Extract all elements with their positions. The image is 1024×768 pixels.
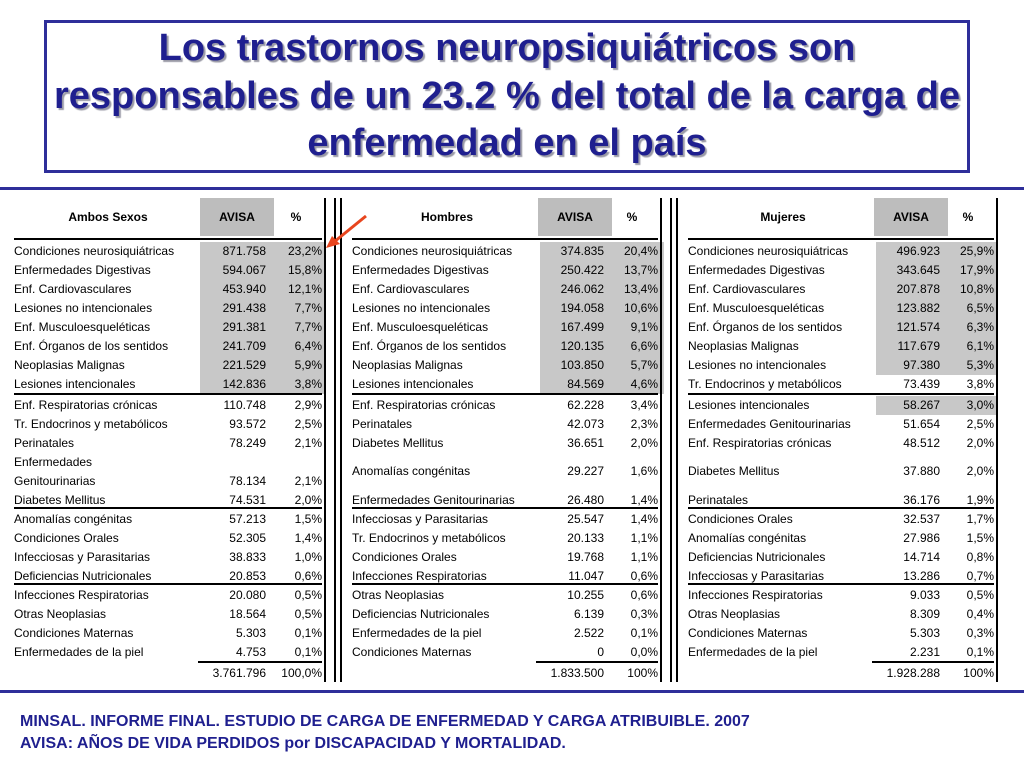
row-pct: 0,3%: [630, 607, 658, 621]
table-row: [0, 356, 1024, 375]
row-pct: 0,1%: [966, 645, 994, 659]
row-avisa: 5.303: [235, 626, 266, 640]
row-label: Otras Neoplasias: [14, 607, 107, 621]
table-divider: [670, 198, 672, 682]
row-avisa: 19.768: [567, 550, 604, 564]
row-avisa: 25.547: [567, 512, 604, 526]
row-label: Enf. Cardiovasculares: [688, 282, 806, 296]
row-pct: 0,1%: [294, 645, 322, 659]
row-avisa: 103.850: [560, 358, 604, 372]
row-avisa: 84.569: [567, 377, 604, 391]
row-avisa: 13.286: [903, 569, 940, 583]
row-label: Deficiencias Nutricionales: [352, 607, 490, 621]
table-row: [0, 261, 1024, 280]
row-pct: 10,6%: [623, 301, 658, 315]
row-avisa: 52.305: [229, 531, 266, 545]
header-avisa: AVISA: [538, 198, 612, 236]
row-label: Tr. Endocrinos y metabólicos: [688, 377, 842, 391]
row-label: Condiciones Maternas: [688, 626, 808, 640]
header-label: Hombres: [420, 210, 473, 224]
row-pct: 1,0%: [294, 550, 322, 564]
row-avisa: 29.227: [567, 464, 604, 478]
total-avisa: 3.761.796: [212, 666, 266, 680]
row-avisa: 20.853: [229, 569, 266, 583]
row-avisa: 78.249: [229, 436, 266, 450]
header-avisa: AVISA: [200, 198, 274, 236]
header-pct: %: [290, 210, 302, 224]
row-pct: 1,9%: [966, 493, 994, 507]
row-label: Condiciones neurosiquiátricas: [14, 244, 175, 258]
row-avisa: 207.878: [896, 282, 940, 296]
row-label: Enfermedades Digestivas: [688, 263, 825, 277]
table-right-rule: [996, 198, 998, 682]
row-pct: 2,1%: [294, 436, 322, 450]
table-row: [0, 548, 1024, 567]
table-row: [0, 337, 1024, 356]
row-label: Infecciones Respiratorias: [352, 569, 487, 583]
row-pct: 1,6%: [630, 464, 658, 478]
row-avisa: 20.133: [567, 531, 604, 545]
row-pct: 10,8%: [959, 282, 994, 296]
row-pct: 13,7%: [623, 263, 658, 277]
total-rule: [872, 661, 994, 663]
row-pct: 6,6%: [630, 339, 658, 353]
row-label: Enfermedades Digestivas: [14, 263, 151, 277]
row-avisa: 5.303: [909, 626, 940, 640]
header-rule: [14, 238, 322, 240]
row-avisa: 32.537: [903, 512, 940, 526]
row-pct: 0,6%: [630, 569, 658, 583]
row-avisa: 221.529: [222, 358, 266, 372]
row-label: Diabetes Mellitus: [352, 436, 444, 450]
row-label: Diabetes Mellitus: [688, 464, 780, 478]
row-avisa: 74.531: [229, 493, 266, 507]
row-pct: 20,4%: [623, 244, 658, 258]
row-label: Enf. Musculoesqueléticas: [688, 301, 825, 315]
footer-source: MINSAL. INFORME FINAL. ESTUDIO DE CARGA DE ENFERMEDAD Y CARGA ATRIBUIBLE. 2007: [20, 713, 750, 730]
row-avisa: 2.231: [909, 645, 940, 659]
row-label: Lesiones intencionales: [688, 398, 810, 412]
total-pct: 100%: [963, 666, 994, 680]
row-label: Infecciones Respiratorias: [688, 588, 823, 602]
table-row: [0, 624, 1024, 643]
row-pct: 0,4%: [966, 607, 994, 621]
row-label: Condiciones Orales: [14, 531, 119, 545]
table-row: [0, 434, 1024, 453]
row-avisa: 123.882: [896, 301, 940, 315]
row-avisa: 37.880: [903, 464, 940, 478]
row-avisa: 93.572: [229, 417, 266, 431]
row-pct: 9,1%: [630, 320, 658, 334]
row-pct: 13,4%: [623, 282, 658, 296]
row-label: Enf. Respiratorias crónicas: [14, 398, 158, 412]
row-pct: 0,1%: [294, 626, 322, 640]
row-pct: 2,0%: [966, 464, 994, 478]
row-avisa: 48.512: [903, 436, 940, 450]
row-pct: 1,7%: [966, 512, 994, 526]
row-label: Enf. Órganos de los sentidos: [352, 339, 507, 353]
row-label: Anomalías congénitas: [352, 464, 471, 478]
row-label: Enf. Cardiovasculares: [352, 282, 470, 296]
row-label: Enf. Musculoesqueléticas: [14, 320, 151, 334]
row-label: Tr. Endocrinos y metabólicos: [352, 531, 506, 545]
row-pct: 0,5%: [294, 588, 322, 602]
row-pct: 2,0%: [966, 436, 994, 450]
table-row: [0, 299, 1024, 318]
row-pct: 2,5%: [294, 417, 322, 431]
total-pct: 100,0%: [281, 666, 322, 680]
row-avisa: 36.651: [567, 436, 604, 450]
row-avisa: 241.709: [222, 339, 266, 353]
row-avisa: 18.564: [229, 607, 266, 621]
row-pct: 1,5%: [966, 531, 994, 545]
row-pct: 0,6%: [630, 588, 658, 602]
row-pct: 17,9%: [959, 263, 994, 277]
row-avisa: 453.940: [222, 282, 266, 296]
total-pct: 100%: [627, 666, 658, 680]
row-label: Genitourinarias: [14, 474, 96, 488]
row-avisa: 121.574: [896, 320, 940, 334]
row-label: Condiciones Maternas: [14, 626, 134, 640]
row-avisa: 9.033: [909, 588, 940, 602]
footer-avisa-definition: AVISA: AÑOS DE VIDA PERDIDOS por DISCAPACIDAD Y MORTALIDAD.: [20, 735, 566, 752]
row-avisa: 51.654: [903, 417, 940, 431]
row-pct: 2,0%: [294, 493, 322, 507]
row-label: Enfermedades Genitourinarias: [352, 493, 515, 507]
row-pct: 7,7%: [294, 320, 322, 334]
row-avisa: 73.439: [903, 377, 940, 391]
table-row: [0, 242, 1024, 261]
row-pct: 0,0%: [630, 645, 658, 659]
row-pct: 0,6%: [294, 569, 322, 583]
row-label: Infecciones Respiratorias: [14, 588, 149, 602]
row-avisa: 26.480: [567, 493, 604, 507]
row-pct: 0,5%: [294, 607, 322, 621]
header-pct: %: [962, 210, 974, 224]
row-avisa: 97.380: [903, 358, 940, 372]
group-rule: [688, 507, 994, 509]
row-label: Tr. Endocrinos y metabólicos: [14, 417, 168, 431]
row-avisa: 36.176: [903, 493, 940, 507]
row-pct: 12,1%: [287, 282, 322, 296]
row-avisa: 78.134: [229, 474, 266, 488]
row-avisa: 27.986: [903, 531, 940, 545]
row-label: Deficiencias Nutricionales: [14, 569, 152, 583]
row-label: Anomalías congénitas: [688, 531, 807, 545]
row-pct: 3,8%: [294, 377, 322, 391]
row-label: Condiciones Orales: [352, 550, 457, 564]
row-label: Infecciosas y Parasitarias: [14, 550, 151, 564]
row-label: Infecciosas y Parasitarias: [688, 569, 825, 583]
row-avisa: 20.080: [229, 588, 266, 602]
row-label: Anomalías congénitas: [14, 512, 133, 526]
table-row: [0, 415, 1024, 434]
row-pct: 3,8%: [966, 377, 994, 391]
table-divider: [334, 198, 336, 682]
row-label: Perinatales: [14, 436, 75, 450]
table-row: [0, 318, 1024, 337]
row-label: Otras Neoplasias: [352, 588, 445, 602]
row-avisa: 250.422: [560, 263, 604, 277]
row-avisa: 0: [597, 645, 604, 659]
table-row: [0, 643, 1024, 662]
row-pct: 23,2%: [287, 244, 322, 258]
row-label: Perinatales: [688, 493, 749, 507]
row-pct: 0,8%: [966, 550, 994, 564]
header-label: Mujeres: [760, 210, 806, 224]
table-row: [0, 510, 1024, 529]
row-label: Lesiones intencionales: [14, 377, 136, 391]
row-avisa: 11.047: [568, 569, 604, 583]
row-label: Infecciosas y Parasitarias: [352, 512, 489, 526]
row-pct: 0,3%: [966, 626, 994, 640]
group-rule: [688, 583, 994, 585]
row-avisa: 120.135: [560, 339, 604, 353]
row-pct: 6,3%: [966, 320, 994, 334]
row-avisa: 594.067: [222, 263, 266, 277]
row-label: Enfermedades de la piel: [14, 645, 144, 659]
highlight-arrow-icon: [322, 212, 382, 252]
row-label: Condiciones Orales: [688, 512, 793, 526]
row-pct: 0,5%: [966, 588, 994, 602]
row-pct: 6,4%: [294, 339, 322, 353]
table-row: [0, 586, 1024, 605]
header-label: Ambos Sexos: [68, 210, 148, 224]
row-pct: 1,4%: [630, 493, 658, 507]
row-label: Enfermedades Digestivas: [352, 263, 489, 277]
row-pct: 2,3%: [630, 417, 658, 431]
row-pct: 5,7%: [630, 358, 658, 372]
row-label: Condiciones neurosiquiátricas: [688, 244, 849, 258]
row-avisa: 343.645: [896, 263, 940, 277]
row-pct: 3,4%: [630, 398, 658, 412]
row-pct: 1,4%: [630, 512, 658, 526]
table-row: [0, 462, 1024, 481]
row-avisa: 10.255: [567, 588, 604, 602]
row-pct: 2,5%: [966, 417, 994, 431]
header-pct: %: [626, 210, 638, 224]
top-rule: [0, 187, 1024, 190]
row-label: Neoplasias Malignas: [688, 339, 799, 353]
row-avisa: 291.438: [222, 301, 266, 315]
row-label: Enfermedades de la piel: [352, 626, 482, 640]
row-pct: 2,9%: [294, 398, 322, 412]
row-avisa: 291.381: [222, 320, 266, 334]
row-label: Enfermedades: [14, 455, 93, 469]
row-pct: 25,9%: [959, 244, 994, 258]
row-label: Lesiones no intencionales: [352, 301, 491, 315]
row-avisa: 62.228: [567, 398, 604, 412]
row-avisa: 6.139: [573, 607, 604, 621]
row-pct: 0,1%: [630, 626, 658, 640]
row-avisa: 58.267: [903, 398, 940, 412]
table-row: [0, 280, 1024, 299]
row-pct: 1,1%: [630, 550, 658, 564]
total-avisa: 1.928.288: [886, 666, 940, 680]
row-label: Perinatales: [352, 417, 413, 431]
row-avisa: 496.923: [896, 244, 940, 258]
row-pct: 1,5%: [294, 512, 322, 526]
row-pct: 4,6%: [630, 377, 658, 391]
row-avisa: 194.058: [560, 301, 604, 315]
table-row: [0, 605, 1024, 624]
row-label: Lesiones no intencionales: [14, 301, 153, 315]
row-avisa: 42.073: [567, 417, 604, 431]
total-row: [0, 664, 1024, 683]
row-label: Condiciones Maternas: [352, 645, 472, 659]
row-avisa: 246.062: [560, 282, 604, 296]
row-label: Enfermedades Genitourinarias: [688, 417, 851, 431]
table-row: [0, 396, 1024, 415]
footer-note: [0, 690, 1024, 768]
row-avisa: 167.499: [560, 320, 604, 334]
table-divider: [340, 198, 342, 682]
row-label: Enf. Órganos de los sentidos: [688, 320, 843, 334]
row-label: Otras Neoplasias: [688, 607, 781, 621]
row-label: Lesiones no intencionales: [688, 358, 827, 372]
table-row: [0, 375, 1024, 394]
row-label: Enf. Respiratorias crónicas: [688, 436, 832, 450]
row-pct: 7,7%: [294, 301, 322, 315]
title-box: [44, 20, 970, 173]
row-label: Lesiones intencionales: [352, 377, 474, 391]
header-avisa: AVISA: [874, 198, 948, 236]
row-pct: 2,0%: [630, 436, 658, 450]
row-pct: 0,7%: [966, 569, 994, 583]
row-label: Neoplasias Malignas: [352, 358, 463, 372]
row-avisa: 2.522: [573, 626, 604, 640]
row-avisa: 117.679: [897, 339, 940, 353]
row-pct: 5,3%: [966, 358, 994, 372]
row-label: Enf. Órganos de los sentidos: [14, 339, 169, 353]
row-pct: 2,1%: [294, 474, 322, 488]
row-avisa: 374.835: [560, 244, 604, 258]
table-row: [0, 529, 1024, 548]
row-pct: 15,8%: [287, 263, 322, 277]
row-pct: 6,1%: [966, 339, 994, 353]
slide-title: Los trastornos neuropsiquiátricos son responsables de un 23.2 % del total de la carga de enfermedad en el país: [54, 27, 960, 165]
row-label: Diabetes Mellitus: [14, 493, 106, 507]
row-label: Enfermedades de la piel: [688, 645, 818, 659]
header-rule: [688, 238, 994, 240]
row-label: Neoplasias Malignas: [14, 358, 125, 372]
row-label: Condiciones neurosiquiátricas: [352, 244, 513, 258]
row-avisa: 8.309: [909, 607, 940, 621]
row-avisa: 57.213: [229, 512, 266, 526]
row-label: Deficiencias Nutricionales: [688, 550, 826, 564]
row-avisa: 38.833: [229, 550, 266, 564]
row-avisa: 110.748: [223, 398, 266, 412]
row-pct: 3,0%: [966, 398, 994, 412]
row-label: Enf. Musculoesqueléticas: [352, 320, 489, 334]
row-avisa: 142.836: [222, 377, 266, 391]
row-pct: 1,4%: [294, 531, 322, 545]
row-pct: 1,1%: [630, 531, 658, 545]
table-divider: [676, 198, 678, 682]
row-label: Enf. Cardiovasculares: [14, 282, 132, 296]
row-avisa: 871.758: [222, 244, 266, 258]
row-label: Enf. Respiratorias crónicas: [352, 398, 496, 412]
group-rule: [688, 393, 994, 395]
row-avisa: 14.714: [903, 550, 940, 564]
row-pct: 5,9%: [294, 358, 322, 372]
header-rule: [352, 238, 658, 240]
row-pct: 6,5%: [966, 301, 994, 315]
row-avisa: 4.753: [235, 645, 266, 659]
total-avisa: 1.833.500: [550, 666, 604, 680]
